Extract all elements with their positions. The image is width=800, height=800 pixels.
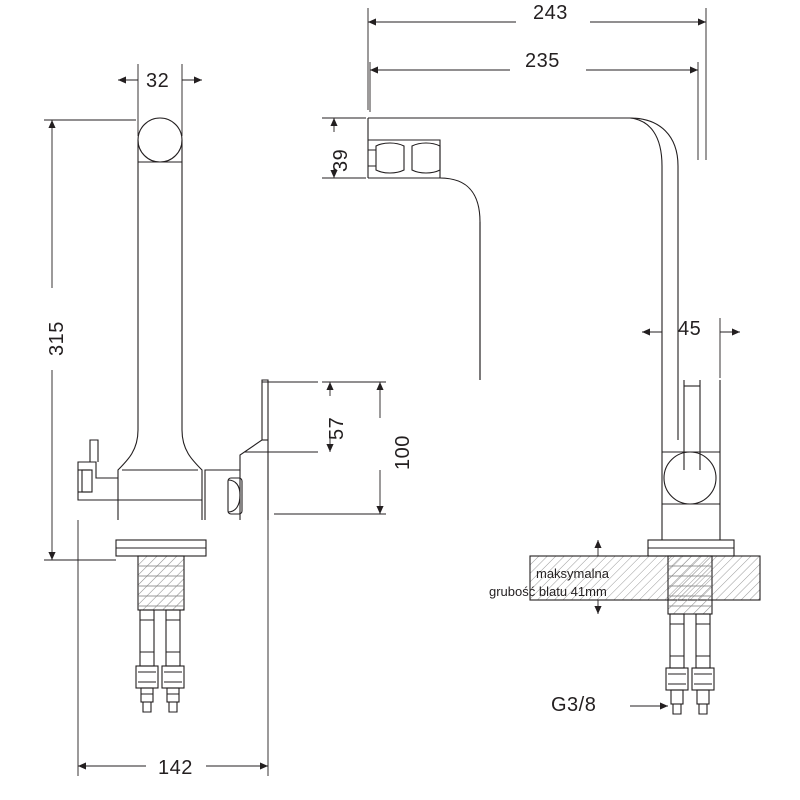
dim-label-315: 315 [46,321,68,356]
dim-label-57: 57 [326,416,348,440]
dim-label-32: 32 [146,70,170,92]
dim-label-142: 142 [158,757,193,779]
dim-label-235: 235 [525,50,560,72]
dim-label-100: 100 [392,435,414,470]
worktop-note-line1: maksymalna [536,566,609,581]
worktop-note-line2: grubość blatu 41mm [489,584,607,599]
dim-label-45: 45 [678,318,702,340]
dim-label-39: 39 [330,148,352,172]
dim-label-g38: G3/8 [551,694,597,716]
dim-label-243: 243 [533,2,568,24]
